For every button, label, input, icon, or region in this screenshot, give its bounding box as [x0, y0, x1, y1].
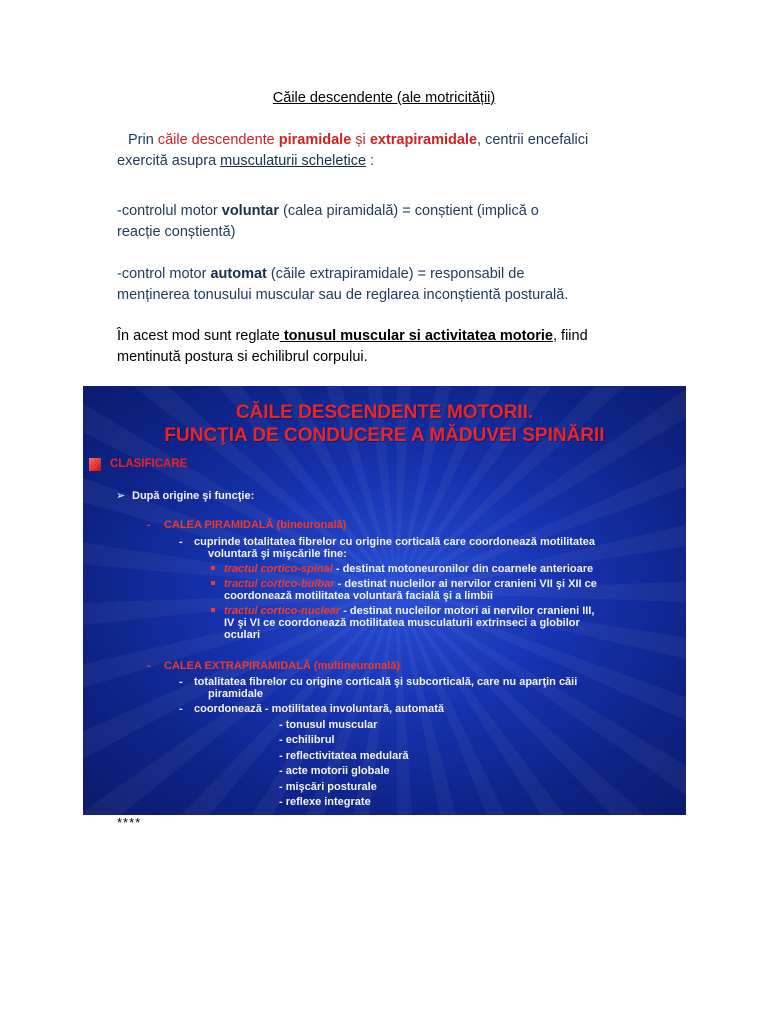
pyramidal-heading: CALEA PIRAMIDALĂ (bineuronală) [164, 519, 347, 531]
pyramidal-desc-line2: voluntară şi mişcările fine: [208, 548, 347, 560]
intro-paragraph: Prin căile descendente piramidale și extrapiramidale, centrii encefalici exercită asupra musculaturii scheletice : [117, 132, 589, 169]
dash-bullet-icon: - [179, 536, 183, 548]
document-title: Căile descendente (ale motricității) [272, 90, 496, 106]
square-bullet-icon [211, 608, 215, 612]
tract-cortico-nuclear: tractul cortico-nuclear - destinat nucleilor motori ai nervilor cranieni III, IV şi VI ce coordonează motilitatea musculaturii extrinseci a globilor oculari [224, 605, 595, 641]
slide-title-line2: FUNCŢIA DE CONDUCERE A MĂDUVEI SPINĂRII [164, 425, 605, 446]
square-bullet-icon [211, 566, 215, 570]
dash-bullet-icon: - [147, 519, 151, 531]
voluntary-control-paragraph: -controlul motor voluntar (calea piramidală) = conștient (implică o reacție conștientă) [117, 203, 539, 240]
extrapyramidal-desc-line1: totalitatea fibrelor cu origine corticală şi subcorticală, care nu aparţin căii [194, 676, 578, 688]
dash-bullet-icon: - [179, 676, 183, 688]
tract-cortico-spinal: tractul cortico-spinal - destinat motoneuronilor din coarnele anterioare [224, 563, 594, 575]
list-item: - acte motorii globale [279, 765, 390, 777]
list-item: - reflexe integrate [279, 796, 371, 808]
bullet-square-icon [89, 458, 101, 471]
origin-heading: După origine şi funcţie: [132, 490, 255, 502]
separator-stars: **** [117, 815, 142, 830]
clasificare-label: CLASIFICARE [110, 458, 188, 470]
arrow-bullet-icon: ➢ [116, 490, 126, 502]
tract-cortico-bulbar: tractul cortico-bulbar - destinat nucleilor ai nervilor cranieni VII şi XII ce coordonează motilitatea voluntară facială şi a limbii [224, 578, 597, 602]
pyramidal-desc-line1: cuprinde totalitatea fibrelor cu origine corticală care coordonează motilitatea [194, 536, 595, 548]
list-item: - tonusul muscular [279, 719, 378, 731]
extrapyramidal-desc-line3: coordonează - motilitatea involuntară, automată [194, 703, 444, 715]
embedded-slide-image [83, 386, 686, 815]
extrapyramidal-heading: CALEA EXTRAPIRAMIDALĂ (multineuronală) [164, 660, 401, 672]
extrapyramidal-desc-line2: piramidale [208, 688, 264, 700]
automatic-control-paragraph: -control motor automat (căile extrapiramidale) = responsabil de menținerea tonusului muscular sau de reglarea inconștientă posturală. [117, 266, 569, 303]
list-item: - mişcări posturale [279, 781, 377, 793]
square-bullet-icon [211, 581, 215, 585]
summary-paragraph: În acest mod sunt reglate tonusul muscular si activitatea motorie, fiind mentinută postura si echilibrul corpului. [117, 328, 588, 365]
list-item: - reflectivitatea medulară [279, 750, 409, 762]
dash-bullet-icon: - [179, 703, 183, 715]
list-item: - echilibrul [279, 734, 335, 746]
dash-bullet-icon: - [147, 660, 151, 672]
slide-title-line1: CĂILE DESCENDENTE MOTORII. [235, 402, 534, 423]
